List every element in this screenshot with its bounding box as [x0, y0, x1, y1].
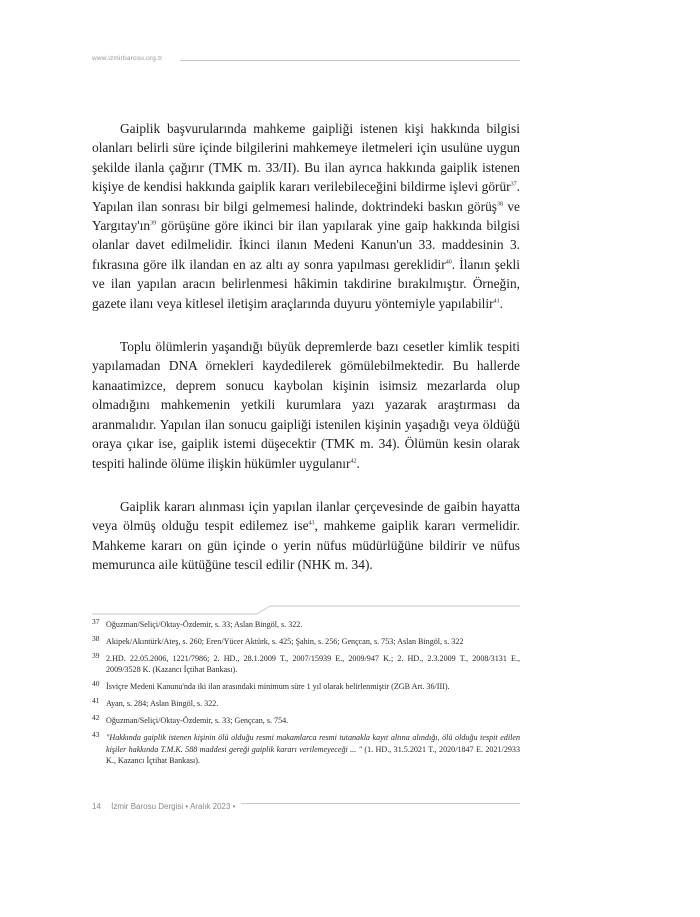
footnote-text: "Hakkında gaiplik istenen kişinin ölü olduğu resmi makamlarca resmi tutanakla kayıt altına alındığı, ölü olduğu tespit edilen kişiler hakkında T.M.K. 588 maddesi gereği gaiplik kararı verilemeyeceği ... " (1. HD., 31.5.2021 T., 2020/1847 E. 2021/2933 K., Kazancı İçtihat Bankası). [106, 733, 521, 766]
footnote-ref[interactable]: 38 [496, 201, 503, 208]
page-number: 14 [92, 802, 101, 811]
footnote-number: 38 [92, 634, 100, 643]
page-footer [92, 802, 241, 811]
footnote-number: 37 [92, 617, 100, 626]
footnote-ref[interactable]: 37 [510, 181, 517, 188]
journal-info: İzmir Barosu Dergisi • Aralık 2023 • [111, 802, 236, 811]
footnote-number: 39 [92, 651, 100, 660]
header-url: www.izmirbarosu.org.tr [92, 55, 163, 62]
footnote [92, 636, 520, 647]
footnote [92, 653, 520, 676]
footnote-text: 2.HD. 22.05.2006, 1221/7986; 2. HD., 28.1.2009 T., 2007/15939 E., 2009/947 K.; 2. HD., 2.3.2009 T., 2008/3131 E., 2009/3528 K. (Kazancı İçtihat Bankası). [106, 654, 520, 675]
footnote-number: 42 [92, 713, 100, 723]
footnote [92, 681, 520, 692]
footnote-text: Ayan, s. 284; Aslan Bingöl, s. 322. [106, 699, 219, 709]
footnote-divider [92, 604, 520, 618]
paragraph: Gaiplik kararı alınması için yapılan ilanlar çerçevesinde de gaibin hayatta veya ölmüş olduğu tespit edilemez ise$^{43}$, mahkeme gaiplik kararı vermelidir. Mahkeme kararı on gün içinde o yerin nüfus müdürlüğüne bildirir ve nüfus memurunca aile kütüğüne tescil edilir (NHK m. 34). [92, 498, 520, 573]
footnote-number: 41 [92, 696, 100, 706]
footnote-text: İsviçre Medeni Kanunu'nda iki ilan arasındaki minimum süre 1 yıl olarak belirlenmiştir (ZGB Art. 36/III). [106, 682, 450, 692]
footnote-number: 40 [92, 679, 100, 689]
footnote [92, 715, 520, 726]
footnote-ref[interactable]: 40 [445, 259, 452, 266]
article-body [92, 119, 520, 599]
footnote-ref[interactable]: 42 [350, 458, 357, 465]
footnote-number: 43 [92, 730, 100, 740]
footnote [92, 698, 520, 709]
footnote-text: Oğuzman/Seliçi/Oktay-Özdemir, s. 33; Aslan Bingöl, s. 322. [106, 620, 303, 629]
footnote-text: Oğuzman/Seliçi/Oktay-Özdemir, s. 33; Gençcan, s. 754. [106, 716, 289, 726]
header-rule [180, 60, 520, 61]
footnote [92, 619, 520, 630]
footnote-ref[interactable]: 41 [493, 298, 500, 305]
footnotes [92, 619, 520, 772]
footnote-text: Akipek/Akıntürk/Ateş, s. 260; Eren/Yücer Aktürk, s. 425; Şahin, s. 256; Gençcan, s. 753; Aslan Bingöl, s. 322 [106, 637, 464, 646]
paragraph: Gaiplik başvurularında mahkeme gaipliği istenen kişi hakkında bilgisi olanları belirli süre içinde bilgilerini mahkemeye iletmeleri için usulüne uygun şekilde ilanla çağırır (TMK m. 33/II). Bu ilan ayrıca hakkında gaiplik istenen kişiye de kendisi hakkında gaiplik kararı verilebileceğini bildirme işlevi görür$^{37}$. Yapılan ilan sonrası bir bilgi gelmemesi halinde, doktrindeki baskın görüş$^{38}$ ve $Yargıtay'ın^{39}$ görüşüne göre ikinci bir ilan yapılarak yine gaip hakkında bilgisi olanlar davet edilmelidir. İkinci ilanın Medeni Kanun'un 33. maddesinin 3. fıkrasına göre ilk ilandan en az altı ay sonra yapılması gereklidir$^{40}$. İlanın şekli ve ilan yapılan aracın belirlenmesi hâkimin takdirine bırakılmıştır. Örneğin, gazete ilanı veya kitlesel iletişim araçlarında duyuru yöntemiyle yapılabilir$^{41}$. [92, 121, 520, 311]
paragraph: Toplu ölümlerin yaşandığı büyük depremlerde bazı cesetler kimlik tespiti yapılamadan DNA örnekleri kaydedilerek gömülebilmektedir. Bu hallerde kanaatimizce, deprem sonucu kaybolan kişinin isimsiz mezarlarda olup olmadığını mahkemenin yetkili kurumlara yazı yazarak araştırması da aranmalıdır. Yapılan ilan sonucu gaipliği istenilen kişinin yaşadığı veya öldüğü oraya çıkar ise, gaiplik istemi düşecektir (TMK m. 34). Ölümün kesin olarak tespiti halinde ölüme ilişkin hükümler uygulanır$^{42}$. [92, 339, 520, 471]
footnote [92, 732, 520, 766]
footnote-ref[interactable]: 43 [308, 520, 315, 527]
footnote-quote: "Hakkında gaiplik istenen kişinin ölü olduğu resmi makamlarca resmi tutanakla kayıt altına alındığı, ölü olduğu tespit edilen kişiler hakkında T.M.K. 588 maddesi gereği gaiplik kararı verilemeyeceği ... " [106, 733, 520, 754]
footnote-ref[interactable]: 39 [150, 220, 157, 227]
